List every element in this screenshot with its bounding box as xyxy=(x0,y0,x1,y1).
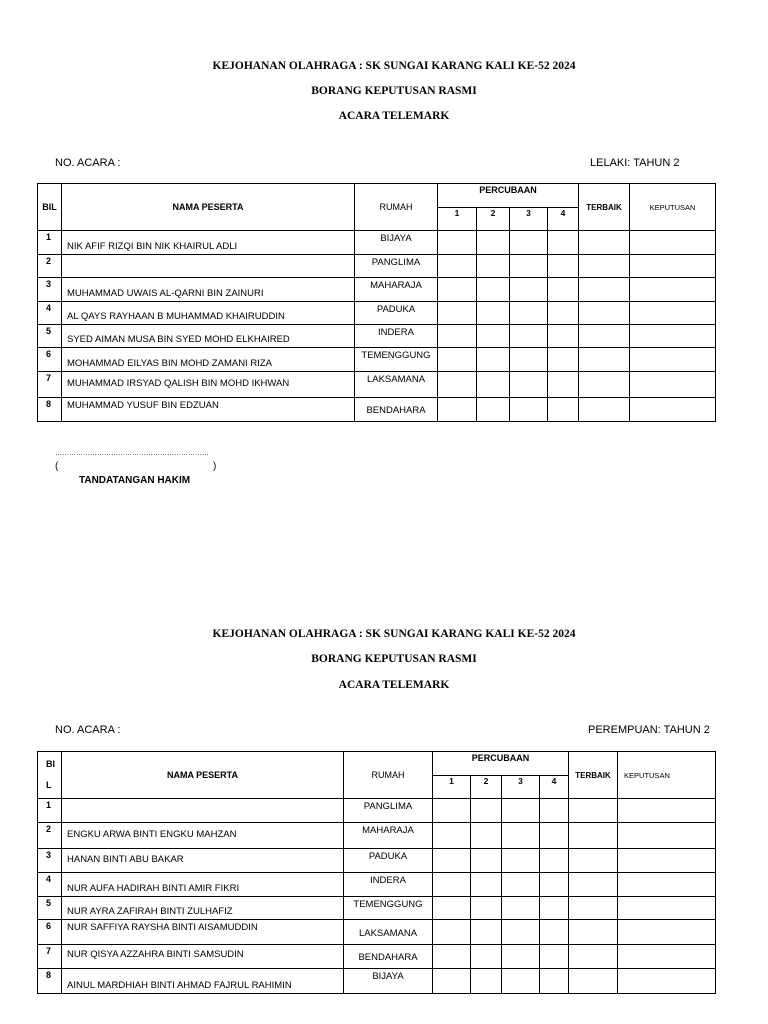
try-4-cell[interactable] xyxy=(548,325,579,348)
result-cell[interactable] xyxy=(618,823,716,849)
try-4-cell[interactable] xyxy=(540,969,569,994)
try-1-cell[interactable] xyxy=(438,325,477,348)
best-cell[interactable] xyxy=(579,325,630,348)
result-cell[interactable] xyxy=(630,372,716,398)
table-row xyxy=(38,897,716,920)
table-row xyxy=(38,302,716,325)
header-try-4: 4 xyxy=(540,776,569,799)
participant-name: AL QAYS RAYHAAN B MUHAMMAD KHAIRUDDIN xyxy=(62,302,355,325)
row-bil: 5 xyxy=(38,325,62,348)
row-bil: 6 xyxy=(38,348,62,372)
result-cell[interactable] xyxy=(630,302,716,325)
try-4-cell[interactable] xyxy=(540,799,569,823)
try-1-cell[interactable] xyxy=(433,969,471,994)
try-4-cell[interactable] xyxy=(540,945,569,969)
result-cell[interactable] xyxy=(618,849,716,873)
try-4-cell[interactable] xyxy=(548,255,579,278)
header-nama-peserta: NAMA PESERTA xyxy=(62,752,344,799)
participant-house: PANGLIMA xyxy=(344,799,433,823)
try-3-cell[interactable] xyxy=(502,873,540,897)
try-1-cell[interactable] xyxy=(438,231,477,255)
try-2-cell[interactable] xyxy=(471,873,502,897)
try-4-cell[interactable] xyxy=(548,348,579,372)
try-1-cell[interactable] xyxy=(433,799,471,823)
row-bil: 4 xyxy=(38,873,62,897)
try-1-cell[interactable] xyxy=(438,348,477,372)
header-percubaan: PERCUBAAN xyxy=(438,184,579,208)
best-cell[interactable] xyxy=(579,348,630,372)
best-cell[interactable] xyxy=(569,849,618,873)
try-2-cell[interactable] xyxy=(477,398,510,422)
participant-name: NUR QISYA AZZAHRA BINTI SAMSUDIN xyxy=(62,945,344,969)
try-4-cell[interactable] xyxy=(540,873,569,897)
best-cell[interactable] xyxy=(579,302,630,325)
best-cell[interactable] xyxy=(579,398,630,422)
best-cell[interactable] xyxy=(569,823,618,849)
table-row xyxy=(38,278,716,302)
participant-house: LAKSAMANA xyxy=(344,920,433,945)
event-name: ACARA TELEMARK xyxy=(338,679,450,691)
best-cell[interactable] xyxy=(579,278,630,302)
results-table-girls xyxy=(37,751,716,994)
table-row xyxy=(38,945,716,969)
participant-house: PADUKA xyxy=(344,849,433,873)
participant-name xyxy=(62,799,344,823)
participant-name: NUR SAFFIYA RAYSHA BINTI AISAMUDDIN xyxy=(62,920,344,945)
row-bil: 2 xyxy=(38,823,62,849)
header-percubaan: PERCUBAAN xyxy=(433,752,569,776)
result-cell[interactable] xyxy=(630,231,716,255)
participant-name: SYED AIMAN MUSA BIN SYED MOHD ELKHAIRED xyxy=(62,325,355,348)
participant-house: BENDAHARA xyxy=(355,398,438,422)
event-name: ACARA TELEMARK xyxy=(338,110,450,122)
try-2-cell[interactable] xyxy=(477,278,510,302)
participant-name: NUR AUFA HADIRAH BINTI AMIR FIKRI xyxy=(62,873,344,897)
result-cell[interactable] xyxy=(630,398,716,422)
try-2-cell[interactable] xyxy=(471,945,502,969)
try-3-cell[interactable] xyxy=(502,823,540,849)
signature-close-paren: ) xyxy=(213,461,217,472)
signature-open-paren: ( xyxy=(55,461,59,472)
try-3-cell[interactable] xyxy=(510,255,548,278)
results-table-boys xyxy=(37,183,716,422)
header-try-4: 4 xyxy=(548,208,579,231)
participant-name: NIK AFIF RIZQI BIN NIK KHAIRUL ADLI xyxy=(62,231,355,255)
result-cell[interactable] xyxy=(630,255,716,278)
try-3-cell[interactable] xyxy=(502,969,540,994)
try-2-cell[interactable] xyxy=(477,302,510,325)
try-3-cell[interactable] xyxy=(502,849,540,873)
row-bil: 1 xyxy=(38,799,62,823)
table-row xyxy=(38,873,716,897)
table-row xyxy=(38,969,716,994)
try-2-cell[interactable] xyxy=(477,255,510,278)
row-bil: 7 xyxy=(38,372,62,398)
table-row xyxy=(38,849,716,873)
best-cell[interactable] xyxy=(569,799,618,823)
header-terbaik: TERBAIK xyxy=(579,184,630,231)
participant-name: AINUL MARDHIAH BINTI AHMAD FAJRUL RAHIMIN xyxy=(62,969,344,994)
result-cell[interactable] xyxy=(618,799,716,823)
participant-house: INDERA xyxy=(344,873,433,897)
try-2-cell[interactable] xyxy=(477,325,510,348)
header-try-3: 3 xyxy=(510,208,548,231)
header-bil-bottom: L xyxy=(46,780,52,790)
try-1-cell[interactable] xyxy=(433,849,471,873)
best-cell[interactable] xyxy=(579,231,630,255)
participant-house: BIJAYA xyxy=(344,969,433,994)
participant-name: MUHAMMAD UWAIS AL-QARNI BIN ZAINURI xyxy=(62,278,355,302)
row-bil: 8 xyxy=(38,969,62,994)
participant-name: MOHAMMAD EILYAS BIN MOHD ZAMANI RIZA xyxy=(62,348,355,372)
try-3-cell[interactable] xyxy=(510,231,548,255)
try-3-cell[interactable] xyxy=(502,799,540,823)
try-3-cell[interactable] xyxy=(510,398,548,422)
form-title: BORANG KEPUTUSAN RASMI xyxy=(311,653,477,665)
result-cell[interactable] xyxy=(630,348,716,372)
row-bil: 6 xyxy=(38,920,62,945)
table-row xyxy=(38,325,716,348)
best-cell[interactable] xyxy=(579,372,630,398)
table-row xyxy=(38,348,716,372)
participant-name xyxy=(62,255,355,278)
try-3-cell[interactable] xyxy=(510,302,548,325)
participant-name: NUR AYRA ZAFIRAH BINTI ZULHAFIZ xyxy=(62,897,344,920)
best-cell[interactable] xyxy=(569,969,618,994)
try-4-cell[interactable] xyxy=(540,897,569,920)
try-4-cell[interactable] xyxy=(548,302,579,325)
row-bil: 4 xyxy=(38,302,62,325)
try-4-cell[interactable] xyxy=(548,398,579,422)
header-bil xyxy=(38,752,62,799)
header-nama-peserta: NAMA PESERTA xyxy=(62,184,355,231)
table-row xyxy=(38,920,716,945)
try-1-cell[interactable] xyxy=(433,897,471,920)
best-cell[interactable] xyxy=(569,873,618,897)
header-keputusan: KEPUTUSAN xyxy=(618,752,716,799)
best-cell[interactable] xyxy=(579,255,630,278)
header-try-1: 1 xyxy=(433,776,471,799)
row-bil: 1 xyxy=(38,231,62,255)
table-row xyxy=(38,799,716,823)
header-try-1: 1 xyxy=(438,208,477,231)
header-rumah: RUMAH xyxy=(344,752,433,799)
try-2-cell[interactable] xyxy=(477,231,510,255)
try-1-cell[interactable] xyxy=(433,823,471,849)
participant-name: ENGKU ARWA BINTI ENGKU MAHZAN xyxy=(62,823,344,849)
participant-name: MUHAMMAD IRSYAD QALISH BIN MOHD IKHWAN xyxy=(62,372,355,398)
try-4-cell[interactable] xyxy=(548,278,579,302)
row-bil: 5 xyxy=(38,897,62,920)
row-bil: 8 xyxy=(38,398,62,422)
row-bil: 3 xyxy=(38,278,62,302)
try-2-cell[interactable] xyxy=(471,969,502,994)
result-cell[interactable] xyxy=(630,325,716,348)
try-3-cell[interactable] xyxy=(510,348,548,372)
try-4-cell[interactable] xyxy=(540,823,569,849)
best-cell[interactable] xyxy=(569,897,618,920)
try-4-cell[interactable] xyxy=(548,231,579,255)
row-bil: 7 xyxy=(38,945,62,969)
result-cell[interactable] xyxy=(618,897,716,920)
best-cell[interactable] xyxy=(569,920,618,945)
try-2-cell[interactable] xyxy=(471,897,502,920)
result-cell[interactable] xyxy=(618,873,716,897)
try-1-cell[interactable] xyxy=(438,372,477,398)
participant-house: INDERA xyxy=(355,325,438,348)
result-cell[interactable] xyxy=(618,920,716,945)
header-bil-top: BI xyxy=(46,759,55,769)
try-1-cell[interactable] xyxy=(433,920,471,945)
try-4-cell[interactable] xyxy=(540,920,569,945)
header-try-2: 2 xyxy=(477,208,510,231)
try-1-cell[interactable] xyxy=(433,873,471,897)
form-title: BORANG KEPUTUSAN RASMI xyxy=(311,85,477,97)
try-1-cell[interactable] xyxy=(438,398,477,422)
participant-house: BIJAYA xyxy=(355,231,438,255)
table-row xyxy=(38,255,716,278)
try-3-cell[interactable] xyxy=(502,945,540,969)
participant-house: PANGLIMA xyxy=(355,255,438,278)
try-4-cell[interactable] xyxy=(548,372,579,398)
event-number-label: NO. ACARA : xyxy=(55,724,121,736)
result-cell[interactable] xyxy=(630,278,716,302)
category-label: LELAKI: TAHUN 2 xyxy=(590,157,680,169)
event-number-label: NO. ACARA : xyxy=(55,157,121,169)
best-cell[interactable] xyxy=(569,945,618,969)
result-cell[interactable] xyxy=(618,945,716,969)
try-1-cell[interactable] xyxy=(433,945,471,969)
table-row xyxy=(38,231,716,255)
try-2-cell[interactable] xyxy=(471,823,502,849)
judge-signature-label: TANDATANGAN HAKIM xyxy=(79,475,191,486)
header-bil: BIL xyxy=(38,184,62,231)
try-1-cell[interactable] xyxy=(438,255,477,278)
try-2-cell[interactable] xyxy=(477,372,510,398)
try-3-cell[interactable] xyxy=(502,920,540,945)
try-3-cell[interactable] xyxy=(510,325,548,348)
participant-house: MAHARAJA xyxy=(355,278,438,302)
participant-house: TEMENGGUNG xyxy=(344,897,433,920)
participant-house: PADUKA xyxy=(355,302,438,325)
table-row xyxy=(38,398,716,422)
event-title: KEJOHANAN OLAHRAGA : SK SUNGAI KARANG KALI KE-52 2024 xyxy=(212,60,576,72)
try-3-cell[interactable] xyxy=(510,278,548,302)
row-bil: 3 xyxy=(38,849,62,873)
event-title: KEJOHANAN OLAHRAGA : SK SUNGAI KARANG KALI KE-52 2024 xyxy=(212,628,576,640)
header-terbaik: TERBAIK xyxy=(569,752,618,799)
try-2-cell[interactable] xyxy=(471,920,502,945)
try-3-cell[interactable] xyxy=(510,372,548,398)
participant-house: BENDAHARA xyxy=(344,945,433,969)
try-4-cell[interactable] xyxy=(540,849,569,873)
try-2-cell[interactable] xyxy=(471,799,502,823)
header-rumah: RUMAH xyxy=(355,184,438,231)
try-1-cell[interactable] xyxy=(438,302,477,325)
participant-name: MUHAMMAD YUSUF BIN EDZUAN xyxy=(62,398,355,422)
header-try-2: 2 xyxy=(471,776,502,799)
participant-house: MAHARAJA xyxy=(344,823,433,849)
table-row xyxy=(38,372,716,398)
try-2-cell[interactable] xyxy=(471,849,502,873)
participant-house: LAKSAMANA xyxy=(355,372,438,398)
signature-line: ………………………………………………………… xyxy=(55,450,209,457)
try-1-cell[interactable] xyxy=(438,278,477,302)
category-label: PEREMPUAN: TAHUN 2 xyxy=(588,724,710,736)
row-bil: 2 xyxy=(38,255,62,278)
header-try-3: 3 xyxy=(502,776,540,799)
result-cell[interactable] xyxy=(618,969,716,994)
header-keputusan: KEPUTUSAN xyxy=(630,184,716,231)
try-2-cell[interactable] xyxy=(477,348,510,372)
try-3-cell[interactable] xyxy=(502,897,540,920)
participant-name: HANAN BINTI ABU BAKAR xyxy=(62,849,344,873)
table-row xyxy=(38,823,716,849)
participant-house: TEMENGGUNG xyxy=(355,348,438,372)
